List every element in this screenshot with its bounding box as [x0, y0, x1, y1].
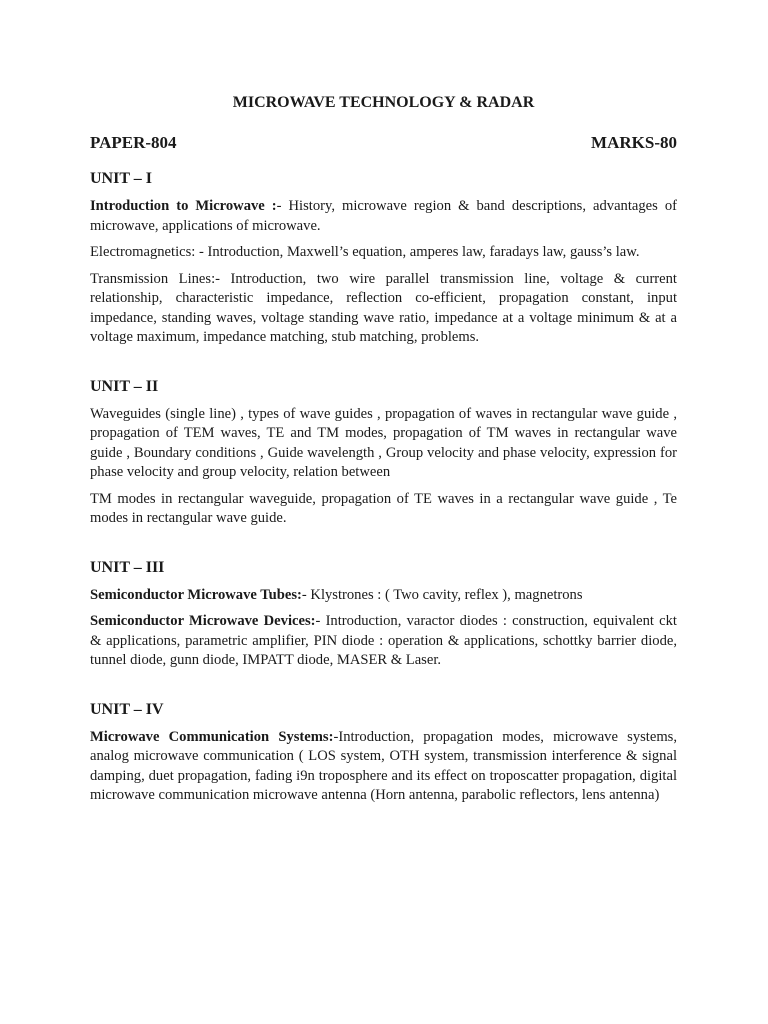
unit-section — [90, 377, 677, 529]
syllabus-paragraph — [90, 243, 677, 263]
unit-heading: UNIT – IV — [90, 700, 164, 718]
unit-section — [90, 169, 677, 348]
marks-total: MARKS-80 — [591, 133, 677, 152]
syllabus-paragraph — [90, 490, 677, 529]
unit-section — [90, 558, 677, 671]
unit-heading: UNIT – I — [90, 170, 152, 187]
topic-text: -Introduction, propagation modes, microwave systems, analog microwave communication ( LOS system, OTH system, transmission interference & signal damping, duet propagation, fading i9n troposphere and its effect on troposcatter propagation, digital microwave communication microwave antenna (Horn antenna, parabolic reflectors, lens antenna) — [90, 728, 678, 803]
syllabus-paragraph — [90, 728, 677, 806]
topic-lead: Semiconductor Microwave Devices: — [90, 613, 316, 629]
topic-text: Electromagnetics: - Introduction, Maxwell’s equation, amperes law, faradays law, gauss’s law. — [90, 244, 640, 260]
unit-heading: UNIT – III — [90, 558, 165, 576]
unit-heading: UNIT – II — [90, 377, 159, 395]
paper-marks-row — [90, 133, 677, 153]
topic-text: - History, microwave region & band descriptions, advantages of microwave, applications of microwave. — [90, 198, 677, 234]
syllabus-paragraph — [90, 197, 677, 236]
document-title: MICROWAVE TECHNOLOGY & RADAR — [232, 94, 535, 111]
topic-lead: Semiconductor Microwave Tubes: — [90, 586, 302, 603]
syllabus-paragraph — [90, 405, 677, 483]
topic-text: TM modes in rectangular waveguide, propagation of TE waves in a rectangular wave guide , Te modes in rectangular wave guide. — [90, 490, 677, 526]
syllabus-paragraph — [90, 612, 677, 671]
paper-code: PAPER-804 — [90, 133, 177, 152]
topic-text: Transmission Lines:- Introduction, two wire parallel transmission line, voltage & current relationship, characteristic impedance, reflection co-efficient, propagation constant, input impedance, standing waves, voltage standing wave ratio, impedance at a voltage minimum & at a voltage maximum, impedance matching, stub matching, problems. — [90, 270, 677, 345]
unit-section — [90, 700, 677, 806]
topic-text: - Introduction, varactor diodes : construction, equivalent ckt & applications, parametric amplifier, PIN diode : operation & applications, schottky barrier diode, tunnel diode, gunn diode, IMPATT diode, MASER & Laser. — [90, 613, 677, 668]
syllabus-paragraph — [90, 270, 677, 348]
syllabus-paragraph — [90, 586, 677, 606]
topic-lead: Introduction to Microwave : — [90, 198, 277, 214]
topic-text: Waveguides (single line) , types of wave guides , propagation of waves in rectangular wave guide , propagation of TEM waves, TE and TM modes, propagation of TM waves in rectangular wave guide , Boundary conditions , Guide wavelength , Group velocity and phase velocity, expression for phase velocity and group velocity, relation between — [90, 405, 677, 480]
document-page — [90, 93, 677, 835]
topic-lead: Microwave Communication Systems: — [90, 728, 334, 745]
topic-text: - Klystrones : ( Two cavity, reflex ), magnetrons — [301, 586, 583, 603]
